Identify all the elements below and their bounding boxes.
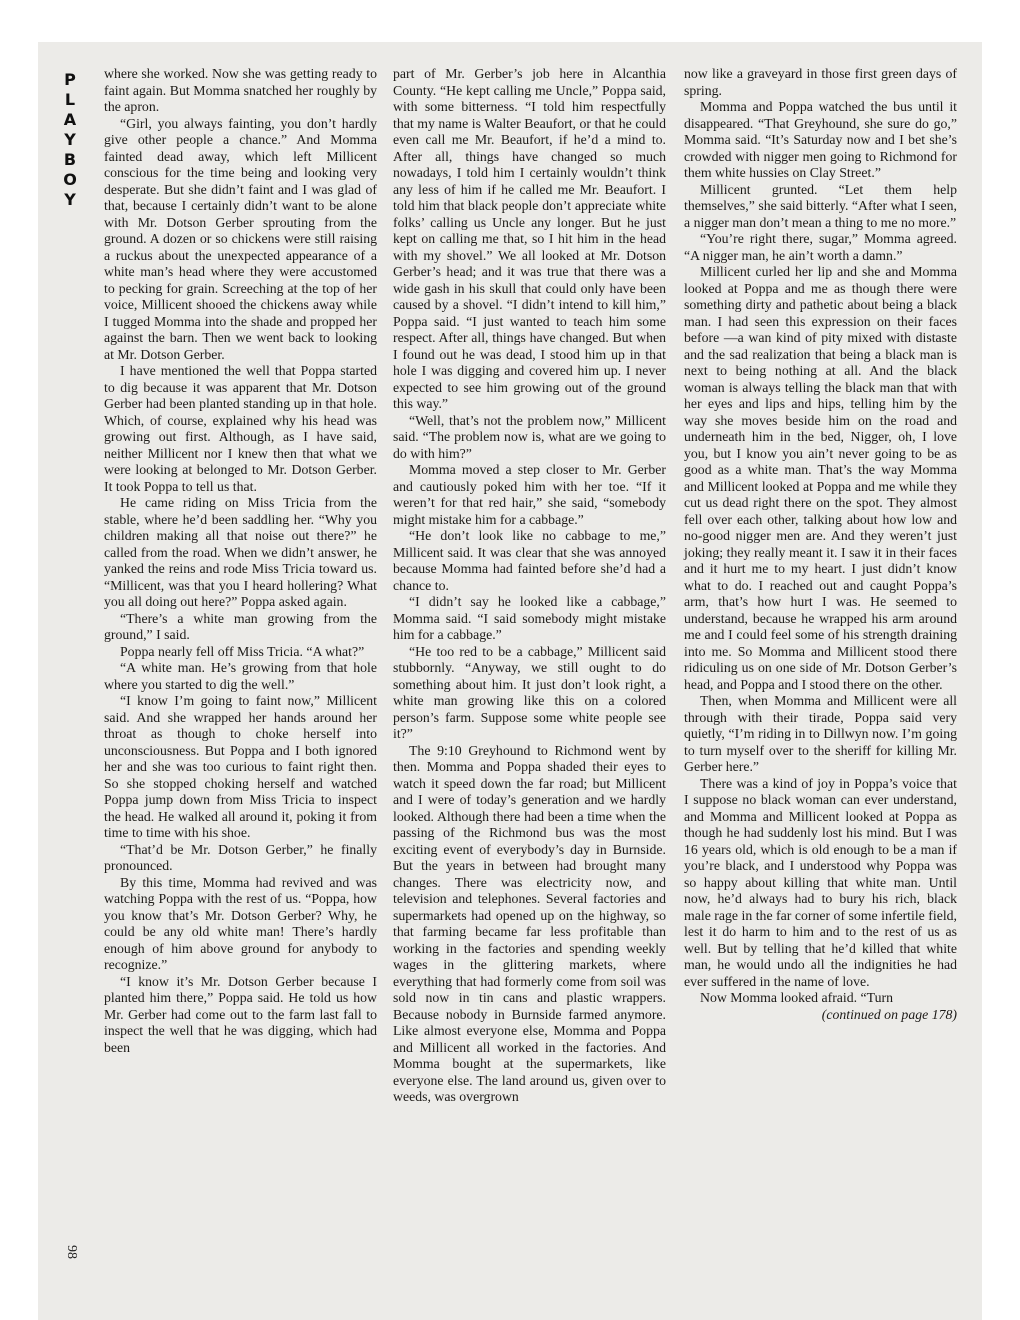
logo-letter: P	[64, 70, 76, 89]
paragraph: “That’d be Mr. Dotson Gerber,” he finally pronounced.	[104, 841, 377, 873]
paragraph: “He don’t look like no cabbage to me,” Millicent said. It was clear that she was annoyed because Momma had fainted before she’d had a chance to.	[393, 528, 666, 593]
page-number: 98	[64, 1245, 79, 1259]
logo-letter: Y	[64, 190, 76, 209]
paragraph: Momma and Poppa watched the bus until it disappeared. “That Greyhound, she sure do go,” Momma said. “It’s Saturday now and I bet she’s crowded with nigger men going to Richmond for them white hussies on Clay Street.”	[684, 99, 957, 180]
paragraph: “A white man. He’s growing from that hole where you started to dig the well.”	[104, 660, 377, 692]
paragraph: Poppa nearly fell off Miss Tricia. “A what?”	[120, 643, 365, 659]
paragraph: He came riding on Miss Tricia from the stable, where he’d been saddling her. “Why you children making all that noise out there?” he called from the road. When we didn’t answer, he yanked the reins and rode Miss Tricia toward us. “Millicent, was that you I heard hollering? What you all doing out here?” Poppa asked again.	[104, 495, 377, 609]
paragraph: “I didn’t say he looked like a cabbage,” Momma said. “I said somebody might mistake him for a cabbage.”	[393, 594, 666, 642]
logo-letter: B	[63, 150, 77, 169]
paragraph: now like a graveyard in those first green days of spring.	[684, 66, 957, 98]
paragraph: The 9:10 Greyhound to Richmond went by then. Momma and Poppa shaded their eyes to watch it speed down the far road; but Millicent and I were of today’s generation and we hardly looked. Although there had been a time when the passing of the Richmond bus was the most exciting event of everybody’s day in Burnside. But the years in between had brought many changes. There was electricity now, and television and telephones. Several factories and supermarkets had opened up on the highway, so that farming became far less profitable than working in the factories and spending weekly wages in the glittering markets, where everything that had formerly come from soil was sold now in tin cans and plastic wrappers. Because nobody in Burnside farmed anymore. Like almost everyone else, Momma and Poppa and Millicent all worked in the factories. And Momma bought at the supermarkets, like everyone else. The land around us, given over to weeds, was overgrown	[393, 742, 666, 1104]
text-column-3	[684, 66, 957, 1023]
logo-letter: Y	[64, 130, 76, 149]
continued-note: (continued on page 178)	[821, 1006, 957, 1022]
paragraph: Momma moved a step closer to Mr. Gerber and cautiously poked him with her toe. “If it weren’t for that red hair,” she said, “somebody might mistake him for a cabbage.”	[393, 462, 666, 527]
paragraph: “Well, that’s not the problem now,” Millicent said. “The problem now is, what are we going to do with him?”	[393, 412, 666, 461]
paragraph: “There’s a white man growing from the ground,” I said.	[104, 610, 377, 642]
paragraph: “You’re right there, sugar,” Momma agreed. “A nigger man, he ain’t worth a damn.”	[684, 231, 957, 263]
paragraph: “He too red to be a cabbage,” Millicent said stubbornly. “Anyway, we still ought to do something about him. It just don’t look right, a white man growing like this on a colored person’s farm. Suppose some white people see it?”	[393, 643, 666, 741]
paragraph: I have mentioned the well that Poppa started to dig because it was apparent that Mr. Dotson Gerber had been planted standing up in that hole. Which, of course, explained why his head was growing out first. Although, as I have said, neither Millicent nor I knew then that what we were looking at belonged to Mr. Dotson Gerber. It took Poppa to tell us that.	[104, 363, 377, 494]
paragraph: where she worked. Now she was getting ready to faint again. But Momma snatched her roughly by the apron.	[104, 66, 377, 114]
paragraph: There was a kind of joy in Poppa’s voice that I suppose no black woman can ever understand, and Momma and Millicent looked at Poppa as though he had suddenly lost his mind. But I was 16 years old, which is old enough to be a man if you’re black, and I understood why Poppa was so happy about killing that white man. Until now, he’d always had to bury his rich, black male rage in the far corner of some infertile field, lest it do harm to him and to the rest of us as well. But by telling that he’d killed that white man, he would undo all the indignities he had ever suffered in the name of love.	[684, 775, 957, 989]
logo-letter: L	[64, 90, 76, 109]
logo-letter: A	[63, 110, 77, 129]
paragraph: “I know I’m going to faint now,” Millicent said. And she wrapped her hands around her throat as though to choke herself into unconsciousness. But Poppa and I both ignored her and she was too curious to faint right then. So she stopped choking herself and watched Poppa jump down from Miss Tricia to inspect the head. He walked all around it, poking it from time to time with his shoe.	[104, 693, 377, 840]
paragraph: “Girl, you always fainting, you don’t hardly give other people a chance.” And Momma fainted dead away, which left Millicent conscious for the time being and looking very desperate. But she didn’t faint and I was glad of that, because I certainly didn’t want to be alone with Mr. Dotson Gerber sprouting from the ground. A dozen or so chickens were still raising a ruckus about the unexpected appearance of a white man’s head where they were accustomed to pecking for grain. Screeching at the top of her voice, Millicent shooed the chickens away while I tugged Momma into the shade and propped her against the barn. Then we went back to looking at Mr. Dotson Gerber.	[104, 115, 377, 362]
paragraph: Then, when Momma and Millicent were all through with their tirade, Poppa said very quietly, “I’m riding in to Dillwyn now. I’m going to turn myself over to the sheriff for killing Mr. Gerber here.”	[684, 693, 957, 774]
logo-letter: O	[63, 170, 77, 189]
paragraph: Now Momma looked afraid. “Turn	[700, 990, 894, 1005]
text-column-1	[104, 66, 377, 1056]
paragraph: “I know it’s Mr. Dotson Gerber because I planted him there,” Poppa said. He told us how Mr. Gerber had come out to the farm last fall to inspect the well that he was digging, which had been	[104, 973, 377, 1055]
paragraph: By this time, Momma had revived and was watching Poppa with the rest of us. “Poppa, how you know that’s Mr. Dotson Gerber? Why, he could be any old white man! There’s hardly enough of him above ground for anybody to recognize.”	[104, 874, 377, 972]
paragraph: part of Mr. Gerber’s job here in Alcanthia County. “He kept calling me Uncle,” Poppa said, with some bitterness. “I told him respectfully that my name is Walter Beaufort, or that he could even call me Mr. Beaufort, if he’d a mind to. After all, things have changed so much nowadays, I told him I certainly wouldn’t think any less of him if he called me Mr. Beaufort. I told him that black people don’t appreciate white folks’ calling us Uncle any longer. But he just kept on calling me that, so I hit him in the head with my shovel.” We all looked at Mr. Dotson Gerber’s head; and it was true that there was a wide gash in his skull that could only have been caused by a shovel. “I didn’t intend to kill him,” Poppa said. “I just wanted to teach him some respect. After all, things have changed. But when I found out he was dead, I stood him up in that hole I was digging and covered him up. I never expected to see him growing out of the ground this way.”	[393, 66, 666, 411]
paragraph: Millicent grunted. “Let them help themselves,” she said bitterly. “After what I seen, a nigger man don’t mean a thing to me no more.”	[684, 181, 957, 230]
magazine-logo	[58, 70, 82, 210]
paragraph: Millicent curled her lip and she and Momma looked at Poppa and me as though there were something dirty and pathetic about being a black man. I had seen this expression on their faces before —a wan kind of pity mixed with distaste and the sad realization that being a black man is next to being nothing at all. And the black woman is always telling the black man that with her eyes and lips and hips, telling him by the way she moves beside him on the road and underneath him in the bed, Nigger, oh, I love you, but I know you ain’t never going to be as good as a white man. That’s the way Momma and Millicent looked at Poppa and me while they cut us dead right there on the spot. They almost fell over each other, talking about how low and no-good nigger men are. And they weren’t just joking; they really meant it. I saw it in their faces and it hurt me to my heart. I just didn’t know what to do. I reached out and caught Poppa’s arm, that’s how hurt I was. He seemed to understand, because he wrapped his arm around me and I could feel some of his strength draining into me. So Momma and Millicent stood there ridiculing us on one side of Mr. Dotson Gerber’s head, and Poppa and I stood there on the other.	[684, 264, 957, 692]
text-column-2	[393, 66, 666, 1106]
